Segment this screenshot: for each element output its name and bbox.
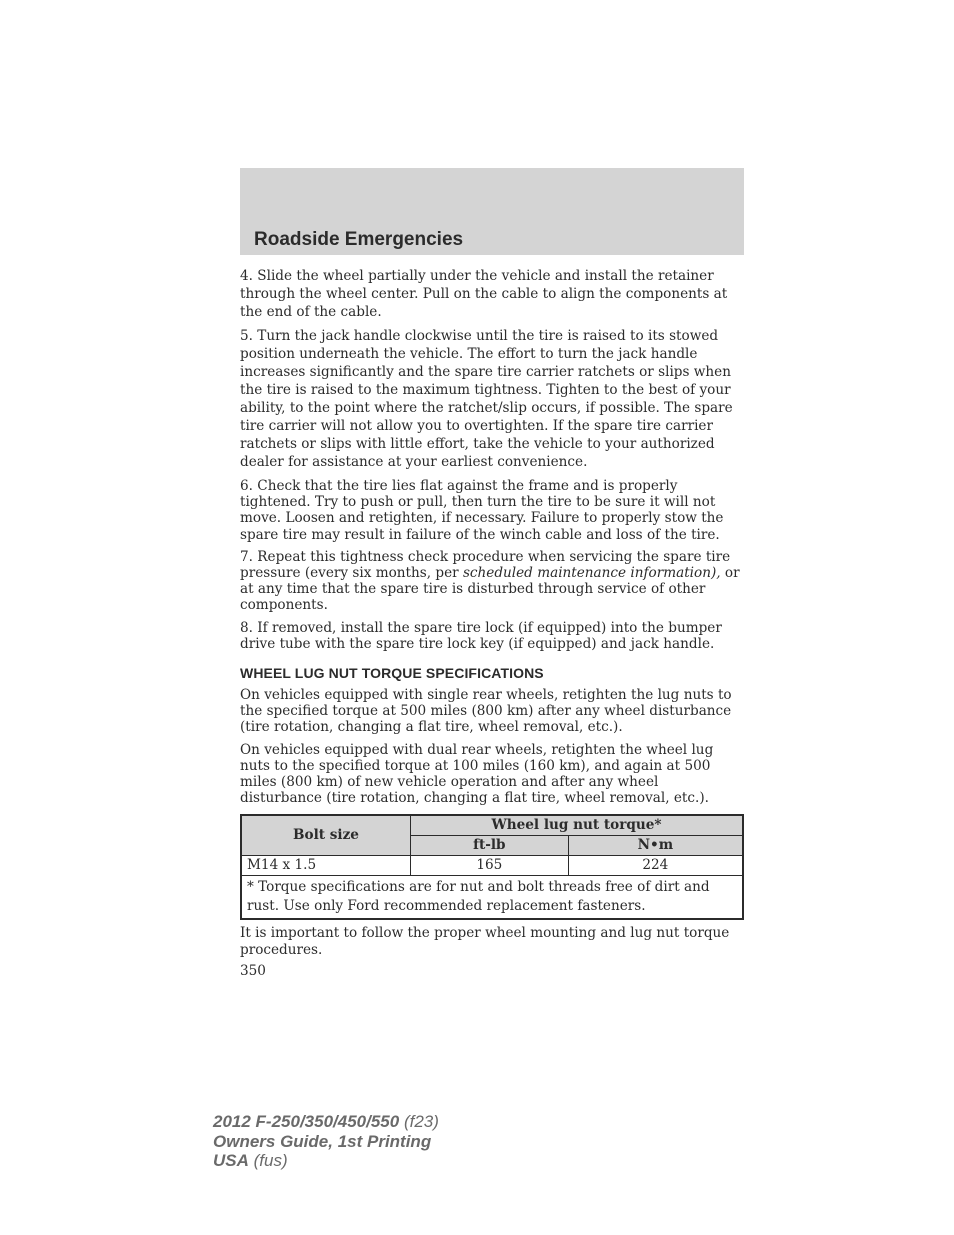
footer-region-code: (fus) (253, 1151, 288, 1170)
page-number: 350 (240, 962, 266, 979)
torque-header: Wheel lug nut torque* (411, 815, 744, 836)
dual-rear-wheels-paragraph: On vehicles equipped with dual rear wheels, retighten the wheel lug nuts to the specified torque at 100 miles (160 km), and again at 500 miles (800 km) of new vehicle operation and after any wheel disturbance (tire rotation, changing a flat tire, wheel removal, etc.). (240, 741, 714, 807)
footer-model: 2012 F-250/350/450/550 (213, 1112, 400, 1131)
ftlb-header: ft-lb (411, 836, 569, 856)
step-5: 5. Turn the jack handle clockwise until the tire is raised to its stowed position underneath the vehicle. The effort to turn the jack handle increases significantly and the spare tire carrier ratchets or slips when the tire is raised to the maximum tightness. Tighten to the best of your ability, to the point where the ratchet/slip occurs, if possible. The spare tire carrier will not allow you to overtighten. If the spare tire carrier ratchets or slips with little effort, take the vehicle to your authorized dealer for assistance at your earliest convenience. (240, 328, 733, 470)
footer-model-code: (f23) (403, 1112, 439, 1131)
maintenance-reference: scheduled maintenance information), (462, 565, 721, 582)
footer-guide: Owners Guide, 1st Printing (213, 1131, 432, 1151)
section-header-band (240, 168, 744, 255)
table-row (241, 856, 743, 876)
document-footer (213, 1112, 439, 1171)
section-title: Roadside Emergencies (254, 229, 464, 250)
nm-header: N•m (568, 836, 743, 856)
torque-table (240, 814, 744, 920)
section-heading: WHEEL LUG NUT TORQUE SPECIFICATIONS (240, 665, 544, 682)
page-content (240, 267, 744, 979)
step-8: 8. If removed, install the spare tire lock (if equipped) into the bumper drive tube with the spare tire lock key (if equipped) and jack handle. (240, 619, 722, 652)
bolt-size-cell: M14 x 1.5 (241, 856, 411, 876)
table-footnote: * Torque specifications are for nut and bolt threads free of dirt and rust. Use only Ford recommended replacement fasteners. (241, 876, 743, 920)
single-rear-wheels-paragraph: On vehicles equipped with single rear wheels, retighten the lug nuts to the specified torque at 500 miles (800 km) after any wheel disturbance (tire rotation, changing a flat tire, wheel removal, etc.). (240, 687, 732, 736)
step-7-text: 7. Repeat this tightness check procedure when servicing the spare tire pressure (every six months, per (240, 548, 731, 582)
bolt-size-header: Bolt size (241, 815, 411, 856)
nm-cell: 224 (568, 856, 743, 876)
step-4: 4. Slide the wheel partially under the vehicle and install the retainer through the wheel center. Pull on the cable to align the components at the end of the cable. (240, 268, 728, 320)
step-6: 6. Check that the tire lies flat against the frame and is properly tightened. Try to push or pull, then turn the tire to be sure it will not move. Loosen and retighten, if necessary. Failure to properly stow the spare tire may result in failure of the winch cable and loss of the tire. (240, 478, 724, 543)
footer-region: USA (213, 1151, 249, 1170)
ftlb-cell: 165 (411, 856, 569, 876)
step-7-text-end: or at any time that the spare tire is disturbed through service of other components. (240, 565, 740, 614)
step-7 (240, 549, 744, 614)
closing-paragraph: It is important to follow the proper wheel mounting and lug nut torque procedures. (240, 925, 730, 958)
